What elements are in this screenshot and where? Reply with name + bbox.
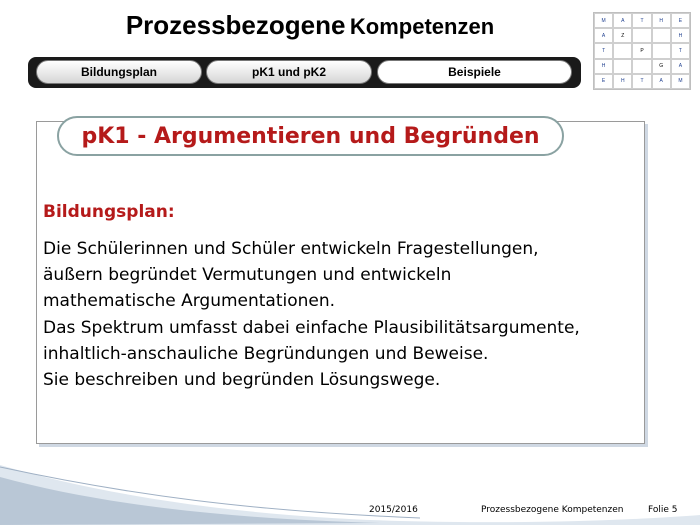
- logo-cell: [652, 28, 671, 43]
- logo-cell: H: [671, 28, 690, 43]
- panel-heading: pK1 - Argumentieren und Begründen: [57, 116, 564, 156]
- body-text: [43, 236, 643, 393]
- logo-cell: Z: [613, 28, 632, 43]
- logo-cell: A: [652, 74, 671, 89]
- logo-cell: A: [671, 59, 690, 74]
- footer-year: 2015/2016: [369, 505, 418, 515]
- logo-cell: H: [652, 13, 671, 28]
- logo-cell: H: [613, 74, 632, 89]
- logo-cell: E: [594, 74, 613, 89]
- mathe-logo: [593, 12, 691, 90]
- nav-button-beispiele[interactable]: Beispiele: [377, 60, 572, 84]
- logo-cell: T: [594, 43, 613, 58]
- slide-title: [0, 10, 620, 41]
- body-line: Die Schülerinnen und Schüler entwickeln Fragestellungen,: [43, 239, 539, 259]
- logo-cell: M: [594, 13, 613, 28]
- logo-cell: P: [632, 43, 651, 58]
- body-line: Das Spektrum umfasst dabei einfache Plausibilitätsargumente,: [43, 317, 580, 338]
- logo-cell: [613, 59, 632, 74]
- logo-cell: [613, 43, 632, 58]
- logo-cell: G: [652, 59, 671, 74]
- logo-cell: H: [594, 59, 613, 74]
- footer-slide-number: Folie 5: [648, 505, 678, 515]
- logo-cell: [652, 43, 671, 58]
- logo-cell: M: [671, 74, 690, 89]
- section-label: Bildungsplan:: [43, 202, 175, 222]
- logo-cell: A: [613, 13, 632, 28]
- body-line: äußern begründet Vermutungen und entwickeln: [43, 265, 452, 286]
- logo-cell: A: [594, 28, 613, 43]
- logo-cell: T: [632, 74, 651, 89]
- logo-cell: T: [632, 13, 651, 28]
- logo-cell: T: [671, 43, 690, 58]
- body-line: mathematische Argumentationen.: [43, 291, 336, 312]
- logo-cell: [632, 59, 651, 74]
- body-line: Sie beschreiben und begründen Lösungswege.: [43, 370, 441, 391]
- logo-cell: [632, 28, 651, 43]
- logo-cell: E: [671, 13, 690, 28]
- nav-button-pk1-pk2[interactable]: pK1 und pK2: [206, 60, 372, 84]
- nav-button-bildungsplan[interactable]: Bildungsplan: [36, 60, 202, 84]
- body-line: inhaltlich-anschauliche Begründungen und Beweise.: [43, 343, 489, 364]
- slide-title-main: Prozessbezogene: [125, 10, 346, 40]
- slide-title-sub: Kompetenzen: [349, 14, 495, 39]
- footer-topic: Prozessbezogene Kompetenzen: [481, 505, 624, 515]
- nav-bar: [28, 57, 581, 88]
